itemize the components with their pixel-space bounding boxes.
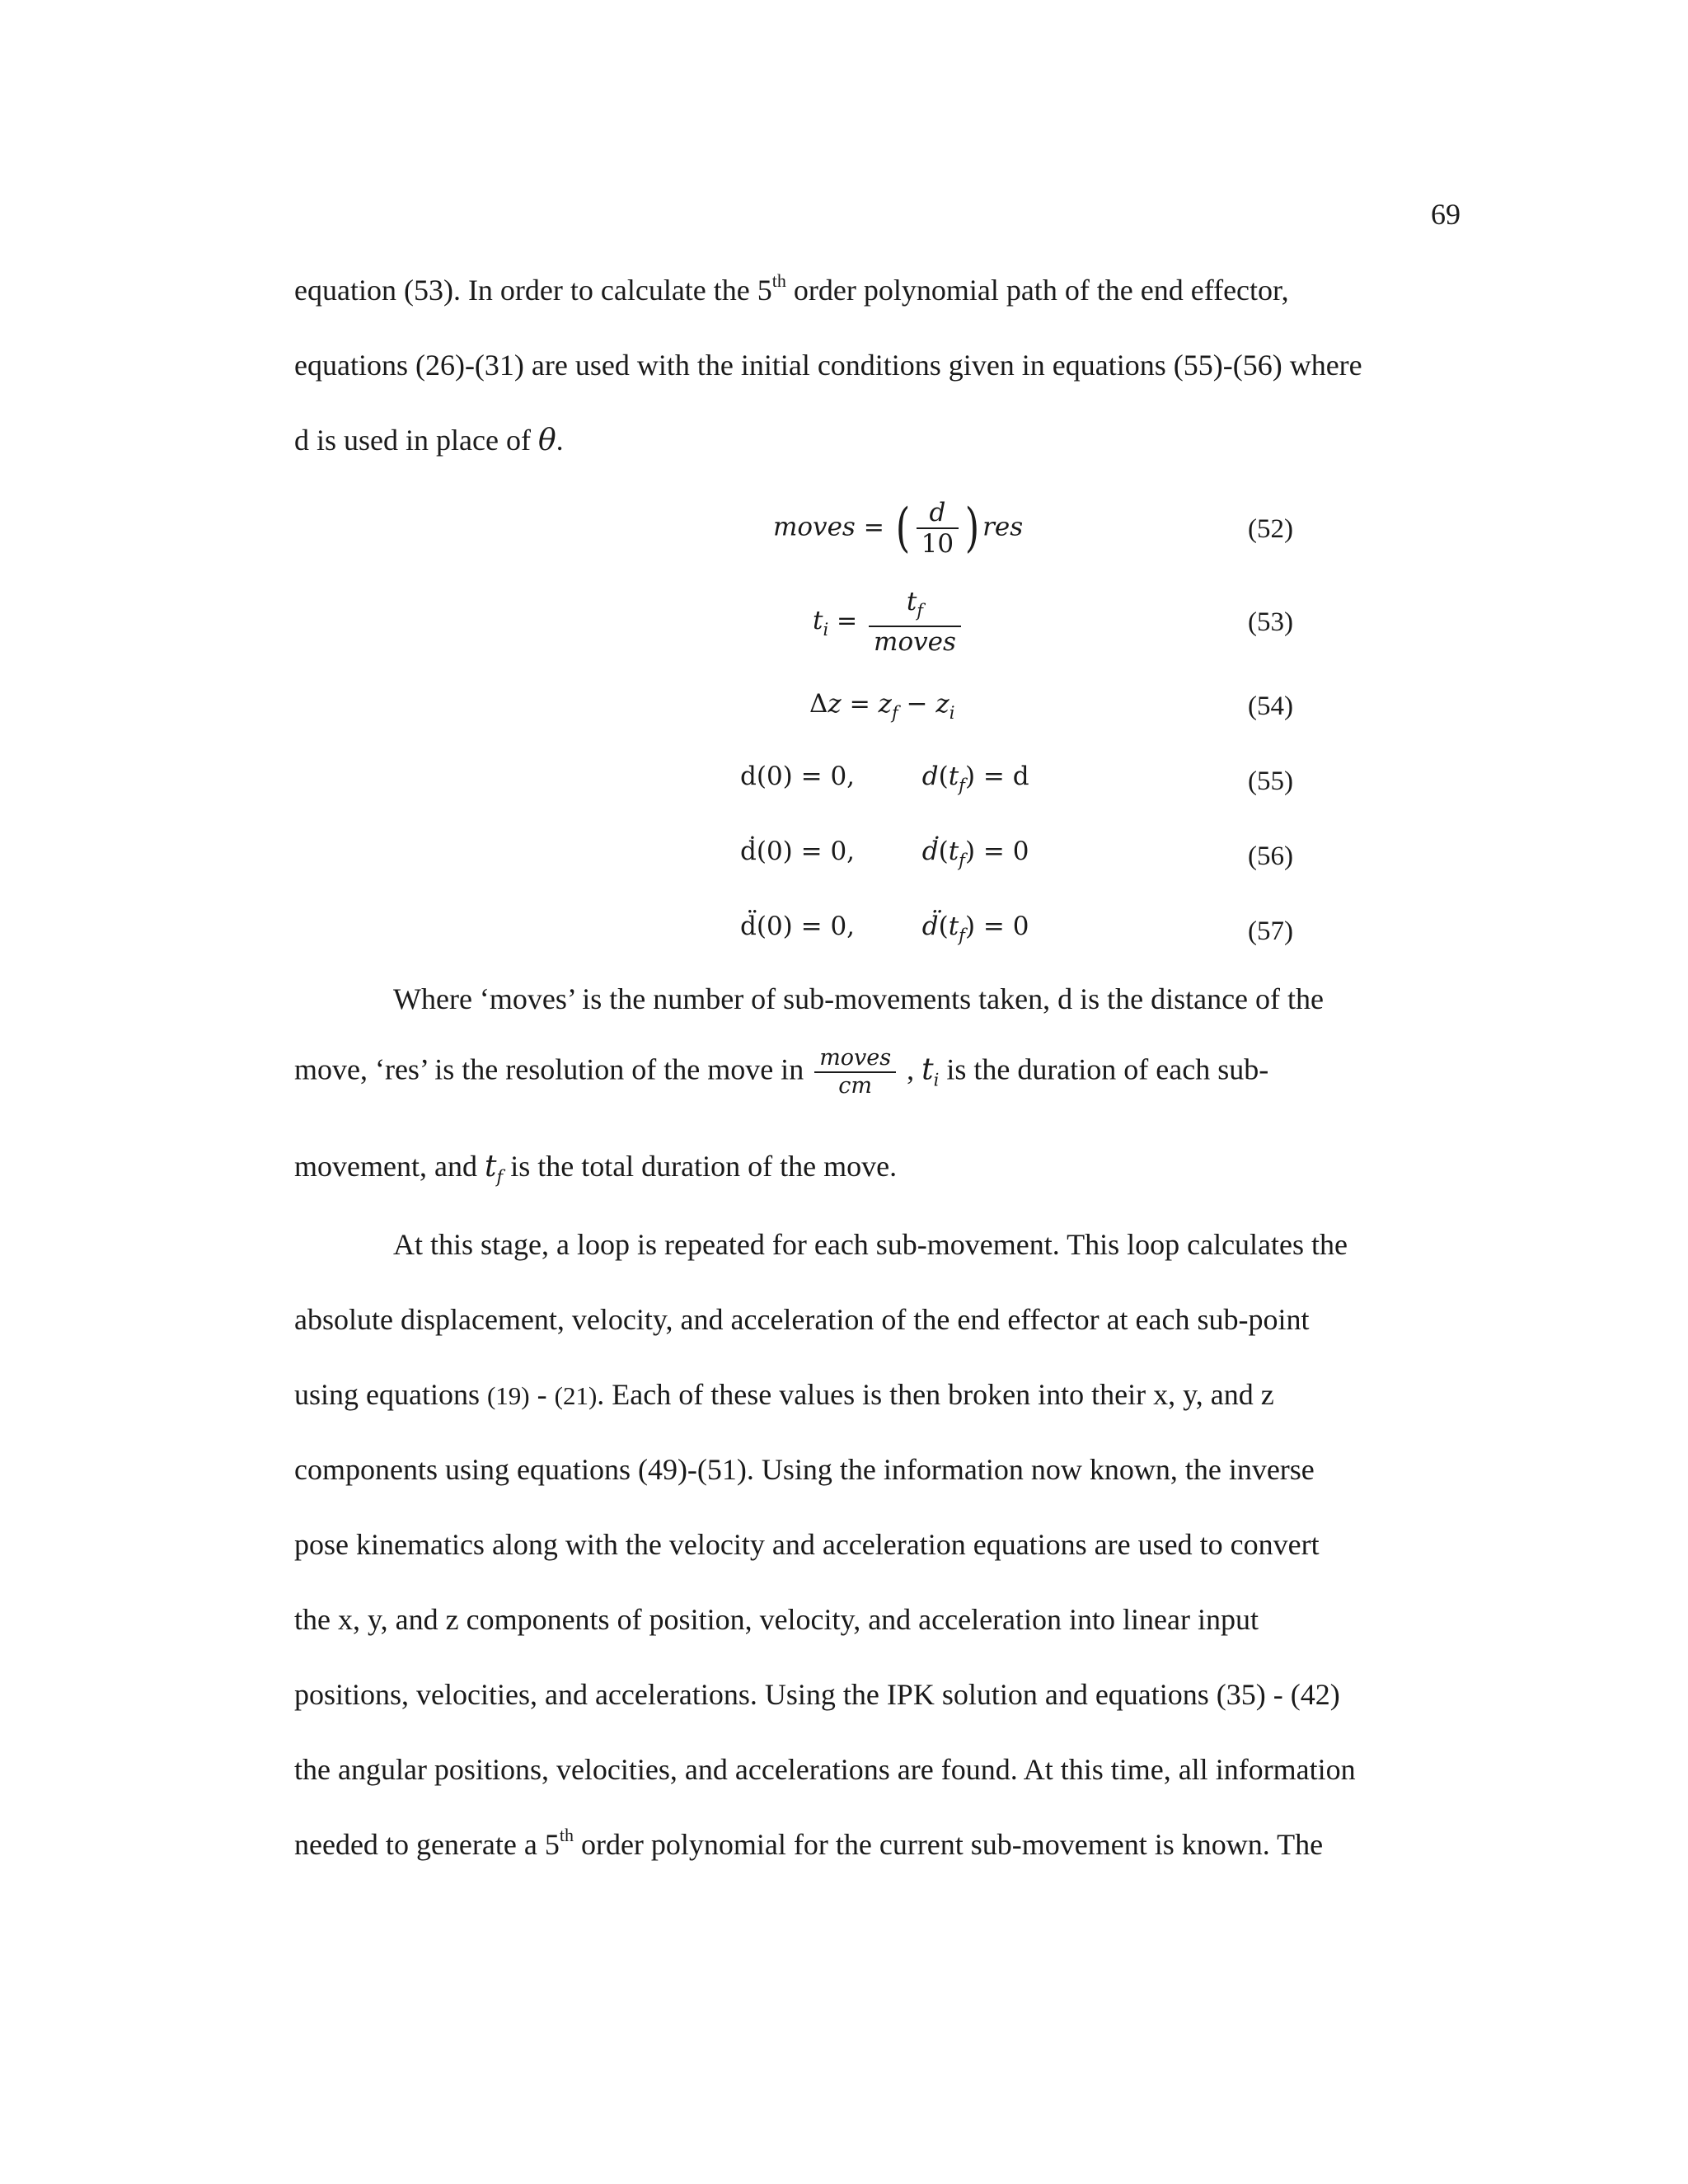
para1-line3: d is used in place of θ. — [294, 424, 564, 457]
para3-line9: needed to generate a 5th order polynomial for the current sub-movement is known. The — [294, 1825, 1324, 1861]
para1-line2: equations (26)-(31) are used with the initial conditions given in equations (55)-(56) where — [294, 349, 1362, 382]
equation-number-55: (55) — [1248, 766, 1293, 796]
equation-number-56: (56) — [1248, 841, 1293, 871]
equation-number-53: (53) — [1248, 607, 1293, 637]
equation-52: moves = ( $\frac{d}{10}$ ) res — [773, 498, 1024, 559]
equation-55: d(0) = 0, $d(t_f) = d$ — [740, 762, 1029, 795]
para1-line1: equation (53). In order to calculate the 5th order polynomial path of the end effector, — [294, 270, 1289, 307]
equation-53: $t_i$ = $\frac{t_f}{\text{moves}}$ — [813, 587, 964, 657]
para3-line5: pose kinematics along with the velocity and acceleration equations are used to convert — [294, 1528, 1320, 1561]
para3-line1: At this stage, a loop is repeated for each sub-movement. This loop calculates the — [393, 1228, 1348, 1261]
equation-54: $\Delta z = z_f - z_i$ — [809, 689, 955, 723]
para3-line6: the x, y, and z components of position, velocity, and acceleration into linear input — [294, 1603, 1259, 1636]
para3-line8: the angular positions, velocities, and accelerations are found. At this time, all information — [294, 1753, 1356, 1786]
para3-line7: positions, velocities, and accelerations. Using the IPK solution and equations (35) - (42) — [294, 1678, 1340, 1711]
equation-56: ḋ(0) = 0, $ḋ(t_f) = 0$ — [740, 837, 1029, 870]
para3-line4: components using equations (49)-(51). Using the information now known, the inverse — [294, 1453, 1315, 1486]
para2-line1: Where ‘moves’ is the number of sub-movements taken, d is the distance of the — [393, 982, 1325, 1015]
equation-57: d̈(0) = 0, $d̈(t_f) = 0$ — [740, 912, 1029, 945]
para2-line3: movement, and $t_f$ is the total duration of the move. — [294, 1150, 898, 1187]
equation-number-52: (52) — [1248, 514, 1293, 544]
equation-number-54: (54) — [1248, 691, 1293, 721]
para3-line2: absolute displacement, velocity, and acceleration of the end effector at each sub-point — [294, 1303, 1310, 1336]
page-number: 69 — [1431, 198, 1461, 231]
para2-line2: move, ‘res’ is the resolution of the move in $\frac{\text{moves}}{cm}$ , $t_i$ is the duration of each sub- — [294, 1045, 1269, 1099]
para3-line3: using equations (19) - (21). Each of these values is then broken into their x, y, and z — [294, 1378, 1274, 1411]
equation-number-57: (57) — [1248, 916, 1293, 946]
